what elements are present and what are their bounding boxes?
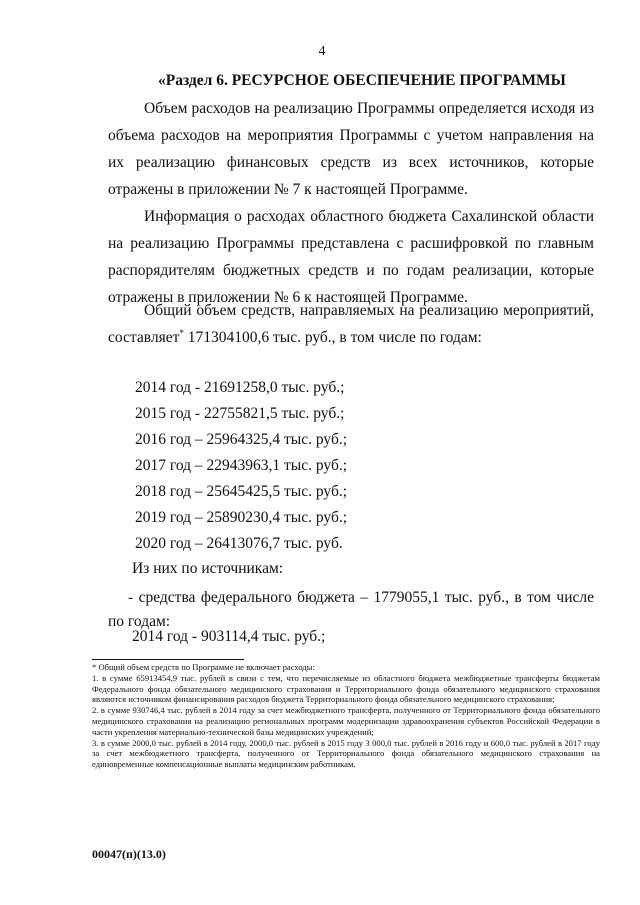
footnote-item-2: 2. в сумме 930746,4 тыс. рублей в 2014 году за счет межбюджетного трансферта, полученного от Территориального фонда обязательного медицинского страхования на реализацию региональных программ модернизации здравоохранения субъектов Российской Федерации в части укрепления материально-технической базы медицинских учреждений;: [92, 705, 600, 737]
sources-intro: Из них по источникам:: [132, 560, 284, 577]
year-line-2018: 2018 год – 25645425,5 тыс. руб.;: [135, 483, 348, 500]
year-line-2014: 2014 год - 21691258,0 тыс. руб.;: [135, 379, 345, 396]
section-title: «Раздел 6. РЕСУРСНОЕ ОБЕСПЕЧЕНИЕ ПРОГРАММЫ: [158, 72, 566, 89]
paragraph-expenses: Объем расходов на реализацию Программы определяется исходя из объема расходов на мероприятия Программы с учетом направления на их реализацию финансовых средств из всех источников, которые отражены в приложении № 7 к настоящей Программе.: [108, 100, 594, 198]
footnote-item-3: 3. в сумме 2000,0 тыс. рублей в 2014 году, 2000,0 тыс. рублей в 2015 году 3 000,0 тыс. рублей в 2016 году и 600,0 тыс. рублей в 2017 году за счет межбюджетного трансферта, полученного от Территориального фонда обязательного медицинского страхования на единовременные компенсационные выплаты медицинским работникам.: [92, 737, 600, 770]
federal-budget-line: - средства федерального бюджета – 1779055,1 тыс. руб., в том числе по годам:: [108, 589, 594, 630]
footnote-header: * Общий объем средств по Программе не включает расходы:: [92, 662, 315, 672]
footnote-marker: *: [179, 327, 184, 338]
total-amount: 171304100,6 тыс. руб., в том числе по годам:: [183, 329, 482, 346]
paragraph-regional-budget: Информация о расходах областного бюджета Сахалинской области на реализацию Программы представлена с расшифровкой по главным распорядителям бюджетных средств и по годам реализации, которые отражены в приложении № 6 к настоящей Программе.: [108, 208, 594, 306]
page-number: 4: [318, 44, 326, 59]
year-line-2019: 2019 год – 25890230,4 тыс. руб.;: [135, 509, 348, 526]
year-line-2016: 2016 год – 25964325,4 тыс. руб.;: [135, 431, 348, 448]
document-code: 00047(п)(13.0): [92, 847, 166, 861]
paragraph-total-volume: [108, 297, 594, 351]
footnote-item-1: 1. в сумме 65913454,9 тыс. рублей в связи с тем, что перечисляемые из областного бюджета межбюджетные трансферты бюджетам Федерального фонда обязательного медицинского страхования и Территориального фонда обязательного медицинского страхования являются источником финансирования расходов бюджета Территориального фонда обязательного медицинского страхования;: [92, 672, 600, 705]
year-line-2017: 2017 год – 22943963,1 тыс. руб.;: [135, 457, 348, 474]
footnote-divider: [92, 659, 244, 660]
federal-year-2014: 2014 год - 903114,4 тыс. руб.;: [132, 628, 326, 645]
footnotes: [92, 662, 600, 770]
year-line-2020: 2020 год – 26413076,7 тыс. руб.: [135, 535, 343, 552]
year-line-2015: 2015 год - 22755821,5 тыс. руб.;: [135, 405, 345, 422]
total-text: Общий объем средств, направляемых на реализацию мероприятий, составляет: [108, 302, 594, 346]
